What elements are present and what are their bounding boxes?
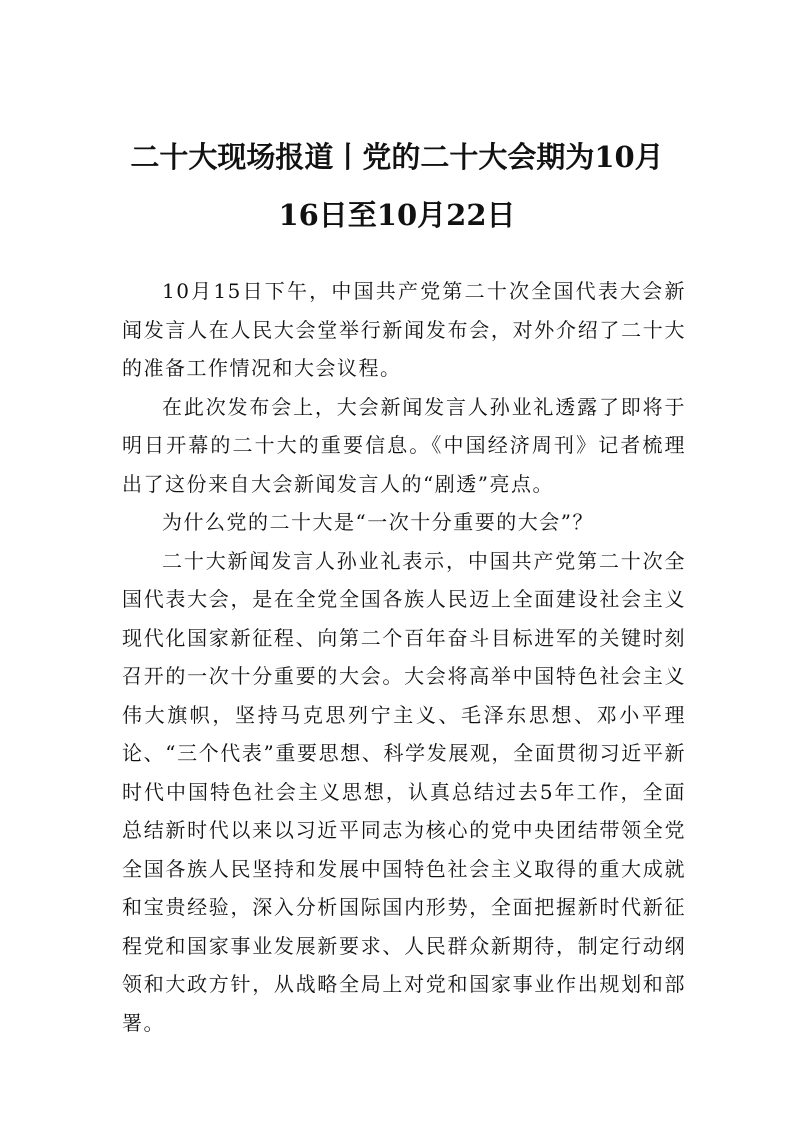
paragraph: 二十大新闻发言人孙业礼表示，中国共产党第二十次全国代表大会，是在全党全国各族人民迈上全面建设社会主义现代化国家新征程、向第二个百年奋斗目标进军的关键时刻召开的一次十分重要的大会。大会将高举中国特色社会主义伟大旗帜，坚持马克思列宁主义、毛泽东思想、邓小平理论、“三个代表”重要思想、科学发展观，全面贯彻习近平新时代中国特色社会主义思想，认真总结过去5年工作，全面总结新时代以来以习近平同志为核心的党中央团结带领全党全国各族人民坚持和发展中国特色社会主义取得的重大成就和宝贵经验，深入分析国际国内形势，全面把握新时代新征程党和国家事业发展新要求、人民群众新期待，制定行动纲领和大政方针，从战略全局上对党和国家事业作出规划和部署。 bbox=[122, 548, 686, 1035]
paragraph: 为什么党的二十大是“一次十分重要的大会”？ bbox=[162, 510, 594, 534]
document-title bbox=[100, 128, 694, 244]
title-line-2: 16日至10月22日 bbox=[278, 198, 516, 232]
title-line-1: 二十大现场报道丨党的二十大会期为10月 bbox=[130, 140, 664, 174]
paragraph: 10月15日下午，中国共产党第二十次全国代表大会新闻发言人在人民大会堂举行新闻发布会，对外介绍了二十大的准备工作情况和大会议程。 bbox=[122, 279, 686, 380]
paragraph: 在此次发布会上，大会新闻发言人孙业礼透露了即将于明日开幕的二十大的重要信息。《中国经济周刊》记者梳理出了这份来自大会新闻发言人的“剧透”亮点。 bbox=[122, 394, 686, 496]
document-body bbox=[122, 272, 686, 1042]
